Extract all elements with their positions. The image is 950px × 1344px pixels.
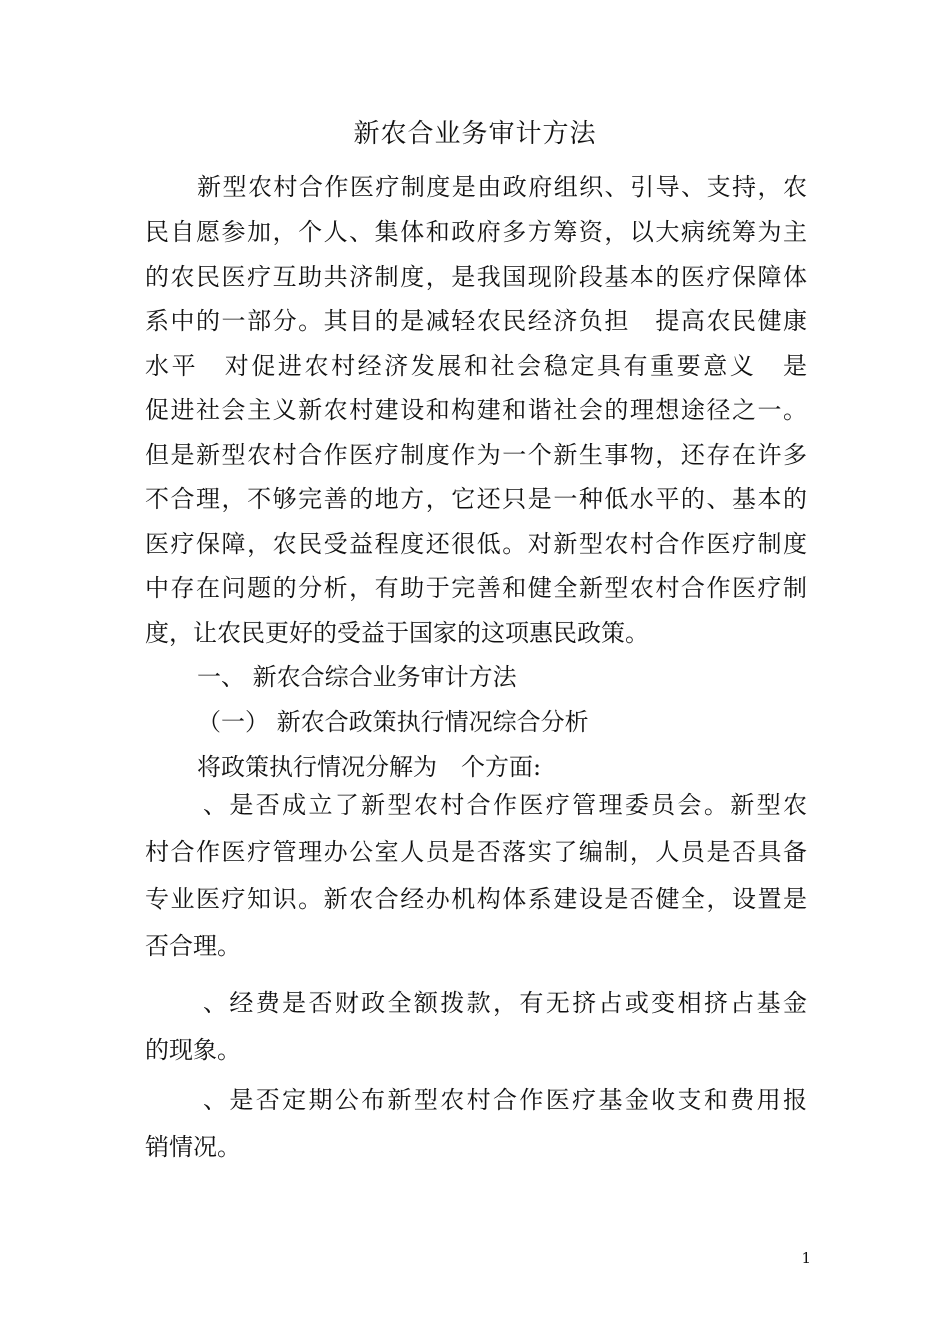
list-item-line: 、是否定期公布新型农村合作医疗基金收支和费用报 bbox=[203, 1086, 807, 1114]
document-title: 新农合业务审计方法 bbox=[353, 119, 597, 149]
list-item-line: 的现象。 bbox=[145, 1036, 241, 1064]
subsection-heading: （一） 新农合政策执行情况综合分析 bbox=[197, 708, 589, 736]
paragraph-line: 系中的一部分。其目的是减轻农民经济负担 提高农民健康 bbox=[145, 307, 807, 335]
page-number: 1 bbox=[801, 1249, 811, 1267]
paragraph-line: 医疗保障，农民受益程度还很低。对新型农村合作医疗制度 bbox=[145, 530, 807, 558]
list-item-line: 、经费是否财政全额拨款，有无挤占或变相挤占基金 bbox=[203, 989, 807, 1017]
paragraph-line: 但是新型农村合作医疗制度作为一个新生事物，还存在许多 bbox=[145, 441, 807, 469]
paragraph-line: 民自愿参加，个人、集体和政府多方筹资，以大病统筹为主 bbox=[145, 218, 807, 246]
paragraph-line: 度，让农民更好的受益于国家的这项惠民政策。 bbox=[145, 619, 649, 647]
list-item-line: 销情况。 bbox=[145, 1133, 241, 1161]
list-item-line: 村合作医疗管理办公室人员是否落实了编制，人员是否具备 bbox=[145, 838, 807, 866]
list-item-line: 、是否成立了新型农村合作医疗管理委员会。新型农 bbox=[203, 791, 807, 819]
paragraph-line: 将政策执行情况分解为 个方面: bbox=[197, 753, 542, 781]
list-item-line: 专业医疗知识。新农合经办机构体系建设是否健全，设置是 bbox=[145, 885, 807, 913]
list-item-line: 否合理。 bbox=[145, 932, 241, 960]
paragraph-line: 中存在问题的分析，有助于完善和健全新型农村合作医疗制 bbox=[145, 574, 807, 602]
paragraph-line: 新型农村合作医疗制度是由政府组织、引导、支持，农 bbox=[197, 173, 807, 201]
paragraph-line: 的农民医疗互助共济制度，是我国现阶段基本的医疗保障体 bbox=[145, 263, 807, 291]
paragraph-line: 不合理，不够完善的地方，它还只是一种低水平的、基本的 bbox=[145, 485, 807, 513]
paragraph-line: 水平 对促进农村经济发展和社会稳定具有重要意义 是 bbox=[145, 352, 807, 380]
section-heading: 一、 新农合综合业务审计方法 bbox=[197, 663, 517, 691]
paragraph-line: 促进社会主义新农村建设和构建和谐社会的理想途径之一。 bbox=[145, 396, 807, 424]
